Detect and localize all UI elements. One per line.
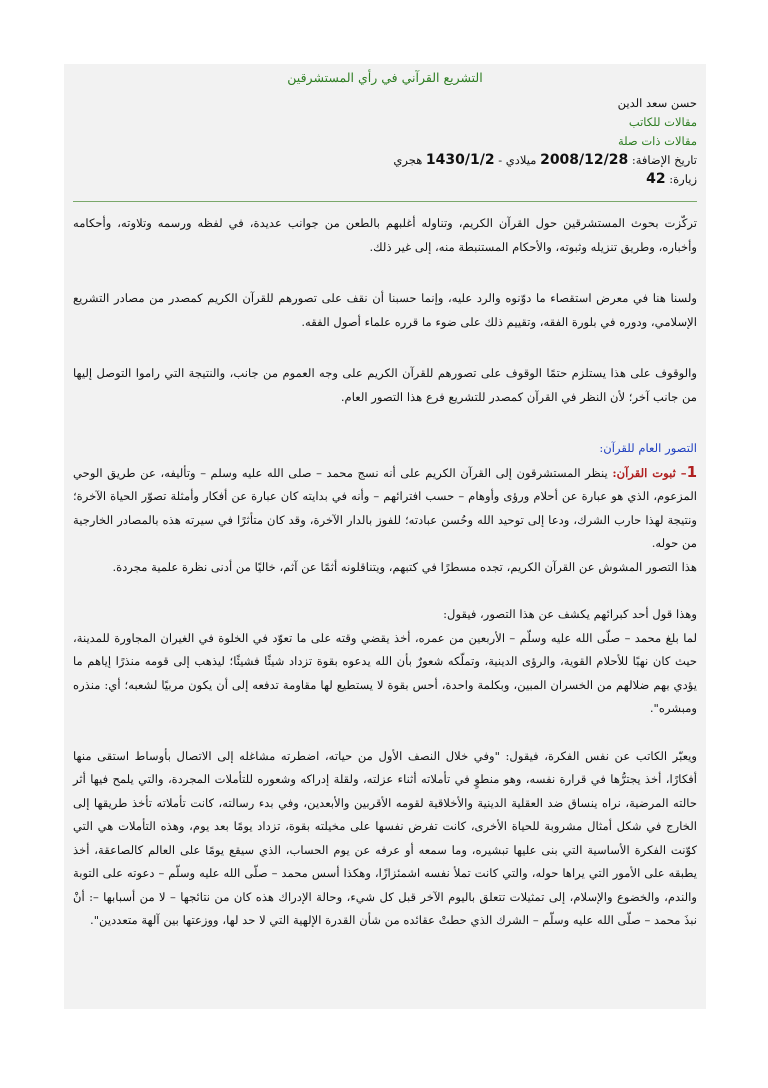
paragraph: تركّزت بحوث المستشرقين حول القرآن الكريم، وتناوله أغلبهم بالطعن من جوانب عديدة، في لفظه ورسمه وتلاوته، وأحكامه وأخباره، وطريق تنزيله وثبوته، والأحكام المستنبطة منه، إلى غير ذلك. [73,216,697,254]
item-text: ينظر المستشرقون إلى القرآن الكريم على أنه نسج محمد – صلى الله عليه وسلم – وتأليفه، عن طريق الوحي المزعوم، الذي هو عبارة عن أحلام ورؤى وأوهام – حسب افترائهم – وأنه في بدايته كان عبارة عن أفكار وأمثلة تصوّر الحياة الآخرة؛ ونتيجة لهذا حارب الشرك، ودعا إلى توحيد الله وحُسن عبادته؛ للفوز بالدار الآخرة، وقد كان متأثرًا في سيرته هذه بالمصادر الخارجية من حوله. [73,465,697,550]
date-hijri: 1430/1/2 [425,152,495,168]
article-body [73,212,697,933]
item-title: – ثبوت القرآن: [612,465,687,480]
visits-count: 42 [646,171,666,187]
paragraph: هذا التصور المشوش عن القرآن الكريم، تجده مسطرًا في كتبهم، ويتناقلونه أثمًا عن آثم، خاليًا من أدنى نظرة علمية مجردة. [112,559,697,574]
related-articles-link[interactable]: مقالات ذات صلة [617,134,697,148]
paragraph: والوقوف على هذا يستلزم حتمًا الوقوف على تصورهم للقرآن الكريم على وجه العموم من جانب، والنتيجة التي راموا التوصل إليها من جانب آخر؛ لأن النظر في القرآن كمصدر للتشريع فرع هذا التصور العام. [73,366,697,404]
section-heading: التصور العام للقرآن: [599,441,697,455]
item-number: 1 [686,462,698,481]
visits-label: زيارة: [669,172,697,186]
article-page [64,64,706,1009]
date-added [73,151,697,170]
gregorian-suffix: ميلادي - [498,153,537,167]
article-title: التشريع القرآني في رأي المستشرقين [287,70,483,85]
author-articles-link[interactable]: مقالات للكاتب [628,115,697,129]
paragraph: وهذا قول أحد كبرائهم يكشف عن هذا التصور، فيقول: [443,607,697,621]
author-name: حسن سعد الدين [617,96,697,110]
hijri-suffix: هجري [393,153,423,167]
quote-paragraph: لما بلغ محمد – صلّى الله عليه وسلّم – الأربعين من عمره، أخذ يقضي وقته على ما تعوّد في الخلوة في الغيران المجاورة للمدينة، حيث كان نهبًا للأحلام القوية، والرؤى الدينية، وتملّكه شعورٌ بأن الله يدعوه بقوة تزداد شيئًا فشيئًا؛ ليذهب إلى قومه منذرًا إياهم ما يؤدي بهم ضلالهم من الخسران المبين، وبكلمة واحدة، أحس بقوة لا يستطيع لها مقاومة تدفعه إلى أن يكون مربيًا لشعبه؛ أي: منذره ومبشره". [73,630,698,715]
date-gregorian: 2008/12/28 [540,152,629,168]
date-added-label: تاريخ الإضافة: [631,153,697,167]
header-divider [73,201,697,202]
article-meta [73,94,697,189]
visits [73,170,697,189]
list-item [73,461,697,556]
paragraph: ولسنا هنا في معرض استقصاء ما دوّنوه والرد عليه، وإنما حسبنا أن نقف على تصورهم للقرآن الكريم كمصدر من مصادر التشريع الإسلامي، ودوره في بلورة الفقه، وتقييم ذلك على ضوء ما قرره علماء أصول الفقه. [73,291,697,329]
quote-paragraph: ويعبّر الكاتب عن نفس الفكرة، فيقول: "وفي خلال النصف الأول من حياته، اضطرته مشاغله إلى الاتصال بأوساط استقى منها أفكارًا، أخذ يجترُّها في قرارة نفسه، وهو منطوٍ في تأملاته أثناء عزلته، ولقلة إدراكه وشعوره للتأملات المجردة، والتي يلمح فيها أثر حالته المرضية، نراه ينساق ضد العقلية الدينية والأخلاقية لقومه الأقربين والأبعدين، وفي بدء رسالته، كانت تأملاته تأخذ طريقها إلى الخارج في شكل أمثال مشروبة للحياة الأخرى، كانت تفرض نفسها على مخيلته بقوة، تزداد يومًا بعد يوم، وهذه التأملات هي التي كوّنت الفكرة الأساسية التي بنى عليها تبشيره، وما سمعه أو عرفه عن يوم الحساب، الذي سيقع يومًا على العالم كالصاعقة، أخذ يطبقه على الأمور التي يراها حوله، والتي كانت تملأ نفسه اشمئزازًا، وهكذا أسس محمد – صلّى الله عليه وسلّم – دعوته على التوبة والندم، والخضوع والإسلام، إلى تمثيلات تتعلق باليوم الآخر قبل كل شيء، وحالة الإدراك هذه كان من نتائجها – لا من أسبابها –: أنْ نبذَ محمد – صلّى الله عليه وسلّم – الشرك الذي حطتْ عقائده من شأن القدرة الإلهية التي لا حد لها، ووزعتها بين آلهة متعددين". [73,748,697,927]
